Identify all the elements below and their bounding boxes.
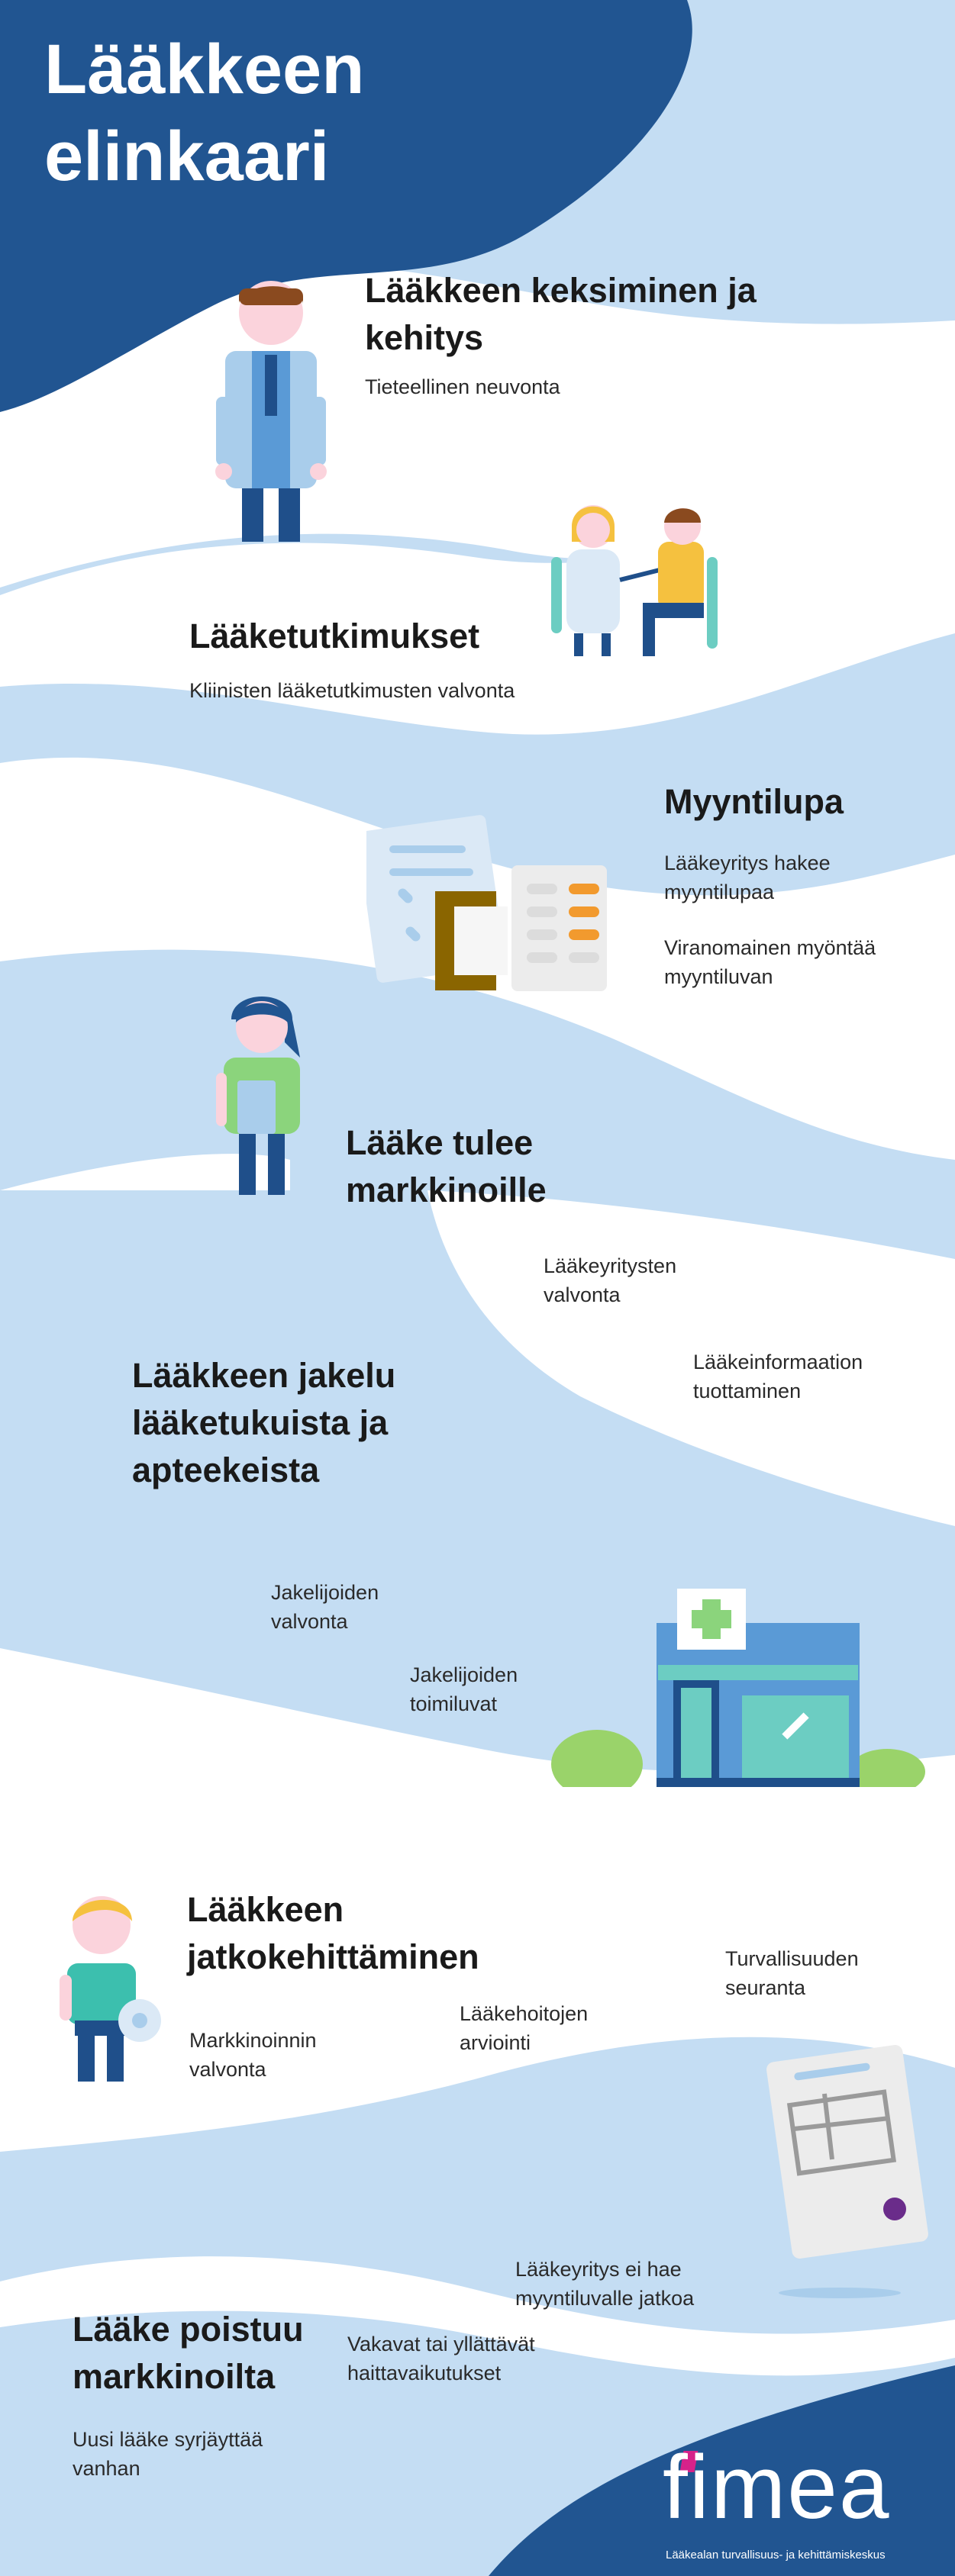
stage-7-item-1: Uusi lääke syrjäyttää vanhan bbox=[73, 2428, 263, 2480]
report-document-icon bbox=[748, 2045, 931, 2301]
stage-2-heading: Lääketutkimukset bbox=[189, 617, 480, 655]
logo-wordmark: fimea bbox=[663, 2437, 891, 2538]
documents-pills-icon bbox=[366, 815, 611, 998]
stage-4-item-1: Lääkeyritysten valvonta bbox=[544, 1254, 677, 1306]
stage-7-heading: Lääke poistuu markkinoilta bbox=[73, 2310, 304, 2396]
stage-4-item-2: Lääkeinformaation tuottaminen bbox=[693, 1351, 863, 1402]
logo-tagline: Lääkealan turvallisuus- ja kehittämiskeskus bbox=[666, 2549, 886, 2562]
stage-1-item-1: Tieteellinen neuvonta bbox=[365, 375, 560, 398]
stage-3-item-1: Lääkeyritys hakee myyntilupaa bbox=[664, 852, 831, 903]
page-title: Lääkkeen elinkaari bbox=[44, 31, 365, 195]
stage-2-item-1: Kliinisten lääketutkimusten valvonta bbox=[189, 679, 515, 702]
pharmacist-icon bbox=[216, 989, 308, 1203]
pharmacy-building-icon bbox=[551, 1589, 933, 1787]
stage-7-item-3: Lääkeyritys ei hae myyntiluvalle jatkoa bbox=[515, 2258, 695, 2310]
stage-3-item-2: Viranomainen myöntää myyntiluvan bbox=[664, 936, 876, 988]
stage-6-item-2: Lääkehoitojen arviointi bbox=[460, 2002, 589, 2054]
stage-5-item-2: Jakelijoiden toimiluvat bbox=[410, 1663, 518, 1715]
scientist-icon bbox=[210, 275, 332, 549]
stage-6-heading: Lääkkeen jatkokehittäminen bbox=[187, 1890, 479, 1976]
stage-7-item-2: Vakavat tai yllättävät haittavaikutukset bbox=[347, 2333, 535, 2384]
stage-1-heading: Lääkkeen keksiminen ja kehitys bbox=[365, 271, 757, 357]
stage-5-item-1: Jakelijoiden valvonta bbox=[271, 1581, 379, 1633]
stage-3-heading: Myyntilupa bbox=[664, 782, 844, 821]
stage-6-item-3: Turvallisuuden seuranta bbox=[725, 1947, 859, 1999]
stage-6-item-1: Markkinoinnin valvonta bbox=[189, 2029, 317, 2081]
doctor-patient-icon bbox=[551, 496, 719, 656]
stage-5-heading: Lääkkeen jakelu lääketukuista ja apteekeista bbox=[132, 1356, 396, 1489]
boy-with-ball-icon bbox=[60, 1891, 166, 2085]
stage-4-heading: Lääke tulee markkinoille bbox=[346, 1123, 547, 1209]
